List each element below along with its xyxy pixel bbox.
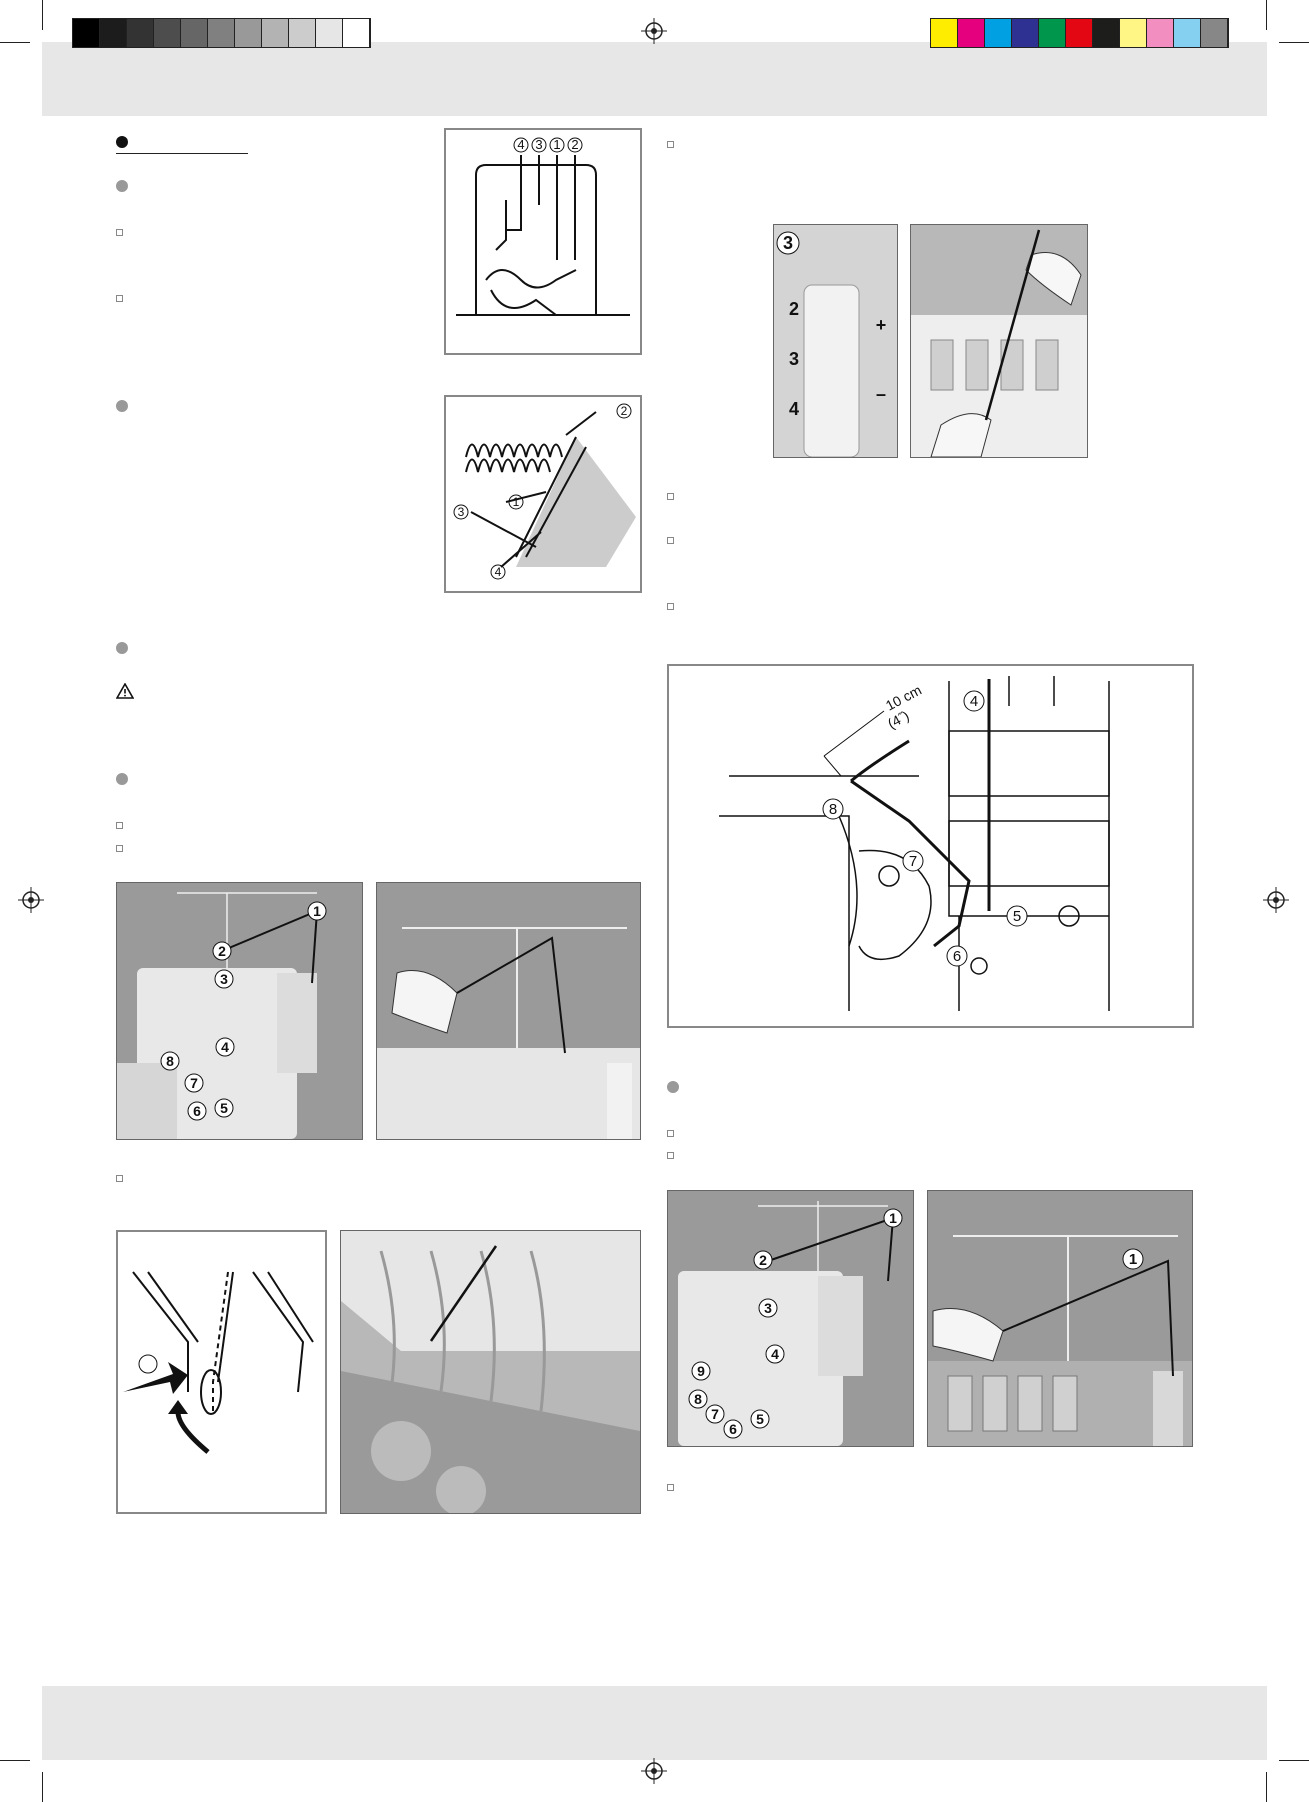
color-swatch xyxy=(289,19,316,47)
registration-mark-icon xyxy=(641,1758,667,1784)
step-checkbox xyxy=(667,537,674,544)
crop-mark xyxy=(1266,1772,1267,1802)
header-band xyxy=(42,42,1267,116)
color-swatch xyxy=(1120,19,1147,47)
tension-discs-photo xyxy=(340,1230,641,1514)
threading-order-diagram xyxy=(444,128,642,355)
step-checkbox xyxy=(116,822,123,829)
spool-threading-photo xyxy=(376,882,641,1140)
registration-mark-icon xyxy=(641,18,667,44)
dial-figure-number: 3 xyxy=(782,233,794,253)
dial-scale: 2 xyxy=(788,299,800,319)
color-swatch xyxy=(1201,19,1228,47)
machine-overview-photo-2 xyxy=(667,1190,914,1447)
color-swatch xyxy=(181,19,208,47)
color-swatch xyxy=(73,19,100,47)
color-swatch xyxy=(1147,19,1174,47)
stitch-label: 2 xyxy=(620,404,628,418)
color-swatch xyxy=(1093,19,1120,47)
stitch-label: 4 xyxy=(494,565,502,579)
machine-overview-photo xyxy=(116,882,363,1140)
machine-callout: 4 xyxy=(771,1346,779,1362)
color-swatch xyxy=(100,19,127,47)
subsection-bullet xyxy=(116,400,128,412)
machine-callout: 1 xyxy=(313,903,321,919)
step-checkbox xyxy=(116,229,123,236)
tail-length-imperial-label: (4˝) xyxy=(884,707,912,732)
tension-thread-photo xyxy=(910,224,1088,458)
step-checkbox xyxy=(667,1484,674,1491)
path-callout: 6 xyxy=(952,948,962,965)
crop-mark xyxy=(0,1760,30,1761)
machine-callout: 6 xyxy=(193,1103,201,1119)
subsection-bullet xyxy=(116,773,128,785)
crop-mark xyxy=(0,42,30,43)
machine-callout: 5 xyxy=(756,1411,764,1427)
step-checkbox xyxy=(116,845,123,852)
color-swatch xyxy=(343,19,370,47)
path-callout: 4 xyxy=(969,693,979,710)
grayscale-swatch-bar xyxy=(72,18,371,48)
machine-callout: 5 xyxy=(220,1100,228,1116)
spool-callout: 1 xyxy=(1128,1251,1138,1268)
color-swatch xyxy=(1066,19,1093,47)
color-swatch xyxy=(208,19,235,47)
step-checkbox xyxy=(116,295,123,302)
machine-callout: 4 xyxy=(221,1039,229,1055)
registration-mark-icon xyxy=(1263,887,1289,913)
tail-length-label: 10 cm xyxy=(882,681,925,714)
section-bullet xyxy=(116,136,128,148)
crop-mark xyxy=(1266,0,1267,30)
subsection-bullet xyxy=(116,180,128,192)
crop-mark xyxy=(1279,1760,1309,1761)
registration-mark-icon xyxy=(18,887,44,913)
dial-scale: 3 xyxy=(788,349,800,369)
crop-mark xyxy=(42,0,43,30)
spool-threading-photo-2 xyxy=(927,1190,1193,1447)
order-label: 1 xyxy=(553,137,561,152)
dial-scale: 4 xyxy=(788,399,800,419)
machine-callout: 2 xyxy=(218,943,226,959)
section-underline xyxy=(116,153,248,154)
thread-path-diagram xyxy=(667,664,1194,1028)
subsection-bullet xyxy=(667,1081,679,1093)
color-swatch xyxy=(931,19,958,47)
crop-mark xyxy=(42,1772,43,1802)
machine-callout: 8 xyxy=(694,1391,702,1407)
color-swatch-bar xyxy=(930,18,1229,48)
stitch-label: 1 xyxy=(512,495,520,509)
color-swatch xyxy=(1174,19,1201,47)
machine-callout: 3 xyxy=(764,1300,772,1316)
path-callout: 7 xyxy=(908,853,918,870)
step-checkbox xyxy=(667,1130,674,1137)
step-checkbox xyxy=(116,1175,123,1182)
step-checkbox xyxy=(667,603,674,610)
step-checkbox xyxy=(667,1152,674,1159)
machine-callout: 7 xyxy=(711,1406,719,1422)
order-label: 2 xyxy=(571,137,579,152)
machine-callout: 7 xyxy=(190,1075,198,1091)
color-swatch xyxy=(235,19,262,47)
needle-threading-diagram xyxy=(116,1230,327,1514)
path-callout: 8 xyxy=(828,801,838,818)
footer-band xyxy=(42,1686,1267,1760)
crop-mark xyxy=(1279,42,1309,43)
stitch-diagram xyxy=(444,395,642,593)
color-swatch xyxy=(1039,19,1066,47)
color-swatch xyxy=(958,19,985,47)
dial-plus: + xyxy=(875,315,887,335)
step-checkbox xyxy=(667,141,674,148)
machine-callout: 1 xyxy=(889,1210,897,1226)
dial-minus: – xyxy=(875,384,887,404)
path-callout: 5 xyxy=(1012,908,1022,925)
color-swatch xyxy=(262,19,289,47)
color-swatch xyxy=(1012,19,1039,47)
subsection-bullet xyxy=(116,642,128,654)
tension-dial-photo xyxy=(773,224,898,458)
machine-callout: 6 xyxy=(729,1421,737,1437)
color-swatch xyxy=(985,19,1012,47)
color-swatch xyxy=(127,19,154,47)
stitch-label: 3 xyxy=(457,505,465,519)
machine-callout: 2 xyxy=(759,1252,767,1268)
order-label: 3 xyxy=(535,137,543,152)
warning-icon xyxy=(116,683,134,699)
color-swatch xyxy=(316,19,343,47)
color-swatch xyxy=(154,19,181,47)
machine-callout: 8 xyxy=(166,1053,174,1069)
step-checkbox xyxy=(667,493,674,500)
order-label: 4 xyxy=(517,137,525,152)
machine-callout: 9 xyxy=(697,1363,705,1379)
machine-callout: 3 xyxy=(220,971,228,987)
